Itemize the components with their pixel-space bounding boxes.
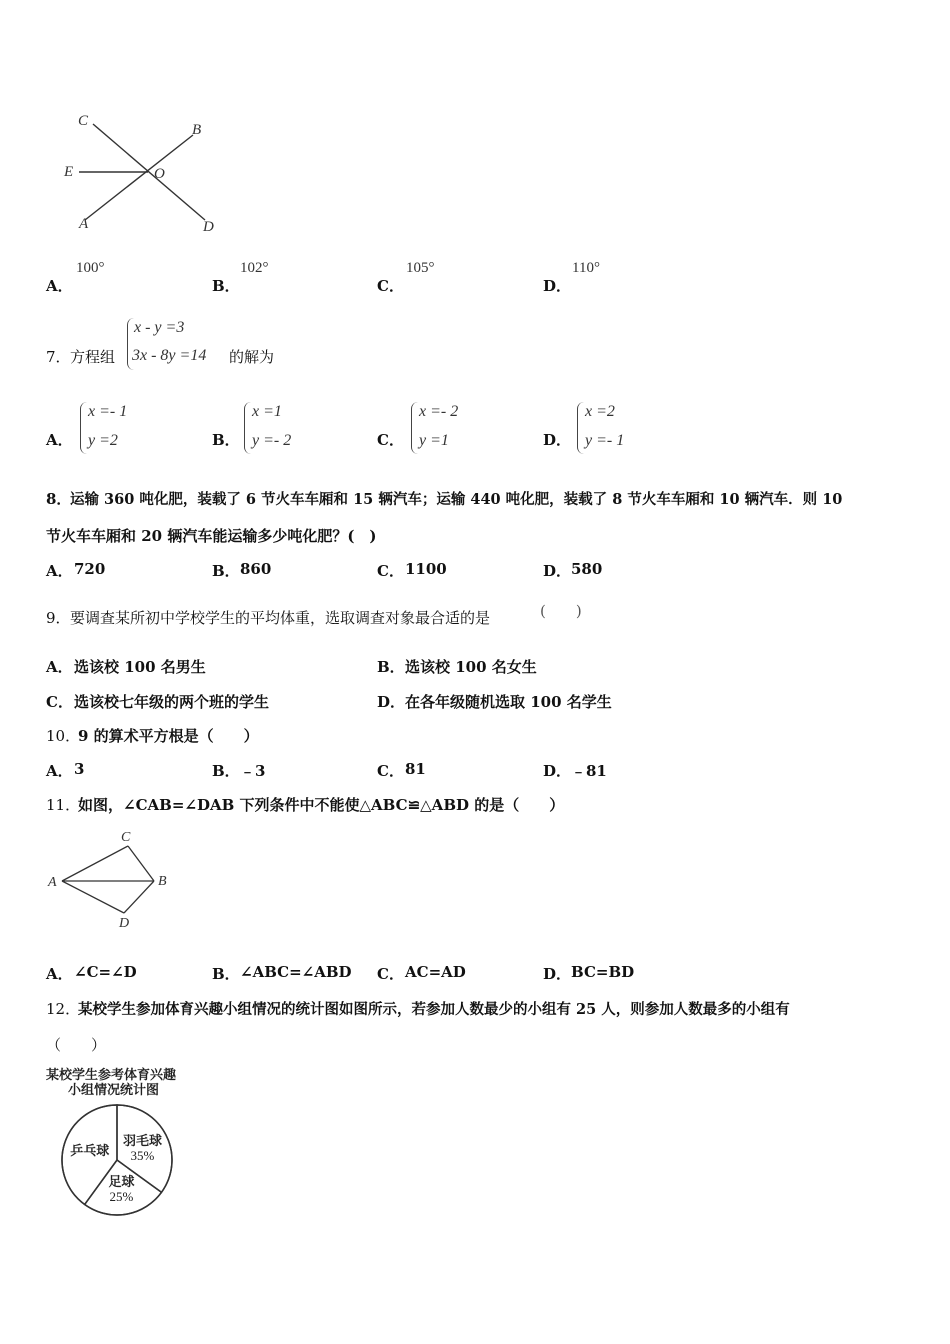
option-value: 81 [405,760,426,778]
option-brace [244,402,251,454]
question-text-line1: 某校学生参加体育兴趣小组情况的统计图如图所示，若参加人数最少的小组有 25 人，则参加人数最多的小组有 [78,1001,790,1018]
option-x: x =- 1 [88,403,128,420]
slice-label: 羽毛球 [122,1133,162,1149]
option-value: 105° [406,260,435,276]
slice-label: 足球 [108,1174,135,1190]
option-value: 110° [572,260,600,276]
question-number: 11． [46,796,81,814]
option-label: A． [46,658,73,676]
option-x: x =- 2 [419,403,459,420]
option-value: 选该校 100 名女生 [405,658,537,676]
label-c: C [78,113,89,129]
option-y: y =1 [419,432,449,449]
option-value: 选该校 100 名男生 [74,658,206,676]
label-d: D [203,219,214,235]
option-value: ∠C=∠D [74,963,137,981]
label-b: B [192,122,202,138]
option-value: AC=AD [405,963,466,981]
option-x: x =2 [585,403,615,420]
option-label: C． [377,277,404,295]
answer-paren: ( ) [540,602,582,620]
option-label: D． [543,277,572,295]
question-text-line1: 运输 360 吨化肥，装载了 6 节火车车厢和 15 辆汽车；运输 440 吨化肥，装载了 8 节火车车厢和 10 辆汽车．则 10 [70,491,843,508]
segment-cb [128,846,154,881]
option-y: y =2 [88,432,118,449]
pie-chart [44,1064,204,1219]
chart-title: 某校学生参考体育兴趣 [46,1067,177,1082]
option-value: 1100 [405,560,447,578]
option-label: B． [212,965,240,983]
option-label: A． [46,762,73,780]
question-number: 12． [46,1000,81,1018]
option-value: ∠ABC=∠ABD [240,963,352,981]
option-value: ﹣3 [240,762,266,780]
line-ab [85,135,193,220]
option-label: C． [377,762,404,780]
chart-subtitle: 小组情况统计图 [68,1082,160,1097]
label-e: E [64,164,74,180]
question-text: 如图，∠CAB=∠DAB 下列条件中不能使△ABC≌△ABD 的是（ ） [78,796,565,814]
label-c: C [121,830,131,845]
question-text-line2: （ ） [46,1036,107,1054]
equation-2: 3x - 8y =14 [132,347,207,364]
option-label: B． [212,562,240,580]
option-y: y =- 2 [252,432,292,449]
option-value: ﹣81 [571,762,607,780]
question-text: 要调查某所初中学校学生的平均体重，选取调查对象最合适的是 [70,609,491,627]
label-o: O [154,166,165,182]
equation-1: x - y =3 [134,319,185,336]
option-value: 102° [240,260,269,276]
option-value: BC=BD [571,963,635,981]
slice-value-label: 25% [109,1189,134,1205]
label-a: A [79,216,89,232]
option-label: B． [212,277,240,295]
label-d: D [119,916,130,931]
option-value: 3 [74,760,85,778]
option-label: D． [543,562,572,580]
q11-figure [40,826,180,934]
question-text-line2: 节火车车厢和 20 辆汽车能运输多少吨化肥？( ) [46,527,377,545]
question-text: 9 的算术平方根是（ ） [78,727,259,745]
question-number: 8． [46,490,72,508]
segment-ac [62,846,128,881]
option-brace [577,402,584,454]
q6-figure [55,108,235,238]
option-label: C． [377,965,404,983]
option-brace [80,402,87,454]
option-label: A． [46,562,73,580]
option-label: A． [46,965,73,983]
option-value: 选该校七年级的两个班的学生 [74,693,270,711]
segment-db [124,881,154,913]
option-label: C． [377,562,404,580]
option-label: D． [377,693,406,711]
option-value: 100° [76,260,105,276]
option-value: 860 [240,560,272,578]
question-number: 10． [46,727,81,745]
question-number: 9． [46,609,71,627]
label-b: B [158,874,167,889]
option-label: B． [212,431,240,449]
option-brace [411,402,418,454]
option-value: 580 [571,560,603,578]
option-label: A． [46,431,73,449]
option-label: C． [46,693,73,711]
option-y: y =- 1 [585,432,625,449]
question-number: 7． [46,348,71,366]
question-text: 方程组 [70,348,116,366]
option-value: 720 [74,560,106,578]
option-label: A． [46,277,73,295]
slice-label: 乒乓球 [70,1143,110,1159]
question-text-suffix: 的解为 [229,348,275,366]
option-label: D． [543,965,572,983]
option-label: D． [543,762,572,780]
option-label: D． [543,431,572,449]
option-label: C． [377,431,404,449]
option-x: x =1 [252,403,282,420]
label-a: A [48,875,57,890]
option-label: B． [212,762,240,780]
segment-ad [62,881,124,913]
option-label: B． [377,658,405,676]
slice-value-label: 35% [130,1148,155,1164]
option-value: 在各年级随机选取 100 名学生 [405,693,612,711]
